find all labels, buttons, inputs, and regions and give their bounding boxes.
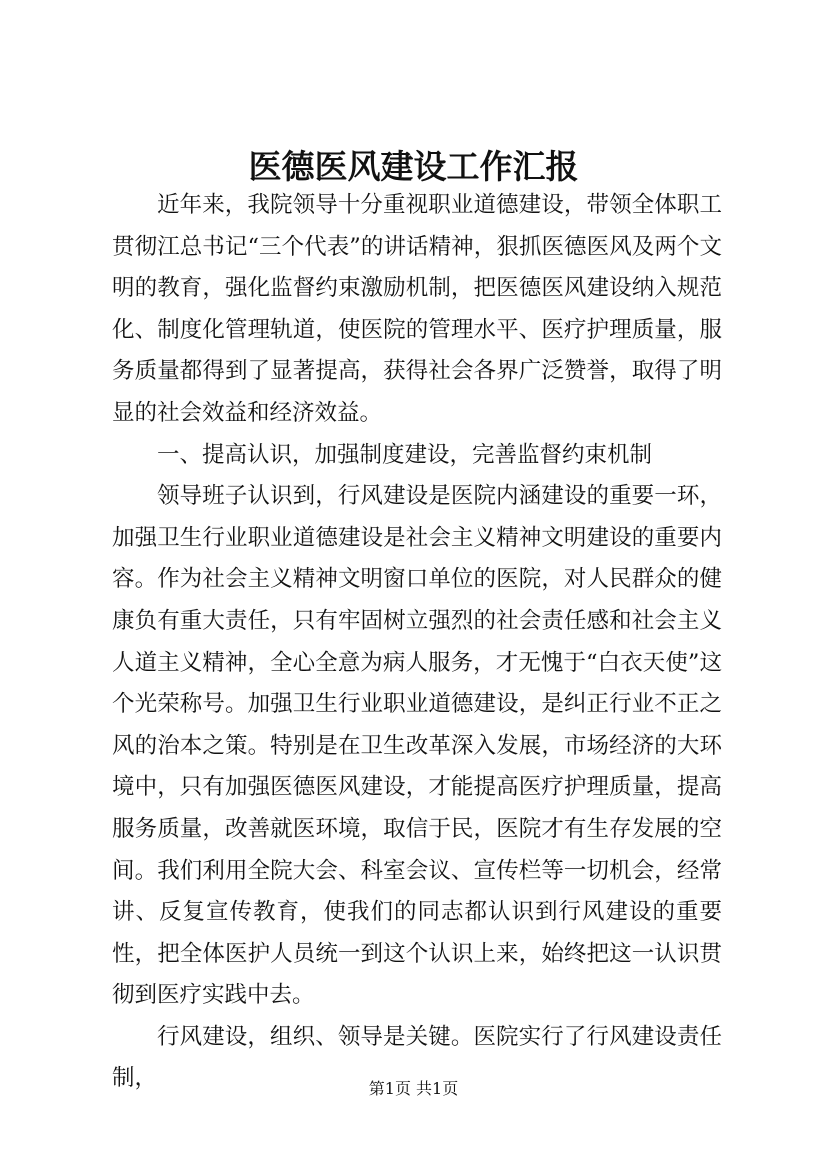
paragraph-intro: 近年来，我院领导十分重视职业道德建设，带领全体职工贯彻江总书记“三个代表”的讲话精神，狠抓医德医风及两个文明的教育，强化监督约束激励机制，把医德医风建设纳入规范化、制度化管理轨道，使医院的管理水平、医疗护理质量，服务质量都得到了显著提高，获得社会各界广泛赞誉，取得了明显的社会效益和经济效益。: [112, 192, 722, 426]
paragraph-leadership-awareness: 领导班子认识到，行风建设是医院内涵建设的重要一环，加强卫生行业职业道德建设是社会主义精神文明建设的重要内容。作为社会主义精神文明窗口单位的医院，对人民群众的健康负有重大责任，只有牢固树立强烈的社会责任感和社会主义人道主义精神，全心全意为病人服务，才无愧于“白衣天使”这个光荣称号。加强卫生行业职业道德建设，是纠正行业不正之风的治本之策。特别是在卫生改革深入发展，市场经济的大环境中，只有加强医德医风建设，才能提高医疗护理质量，提高服务质量，改善就医环境，取信于民，医院才有生存发展的空间。我们利用全院大会、科室会议、宣传栏等一切机会，经常讲、反复宣传教育，使我们的同志都认识到行风建设的重要性，把全体医护人员统一到这个认识上来，始终把这一认识贯彻到医疗实践中去。: [112, 483, 722, 1009]
page-number: 第1页 共1页: [368, 1079, 459, 1098]
paragraph-organization: 行风建设，组织、领导是关键。医院实行了行风建设责任制，: [112, 1023, 722, 1092]
document-title: 医德医风建设工作汇报: [248, 147, 579, 186]
document-body: [112, 185, 722, 1100]
section-heading-1: 一、提高认识，加强制度建设，完善监督约束机制: [157, 441, 653, 468]
